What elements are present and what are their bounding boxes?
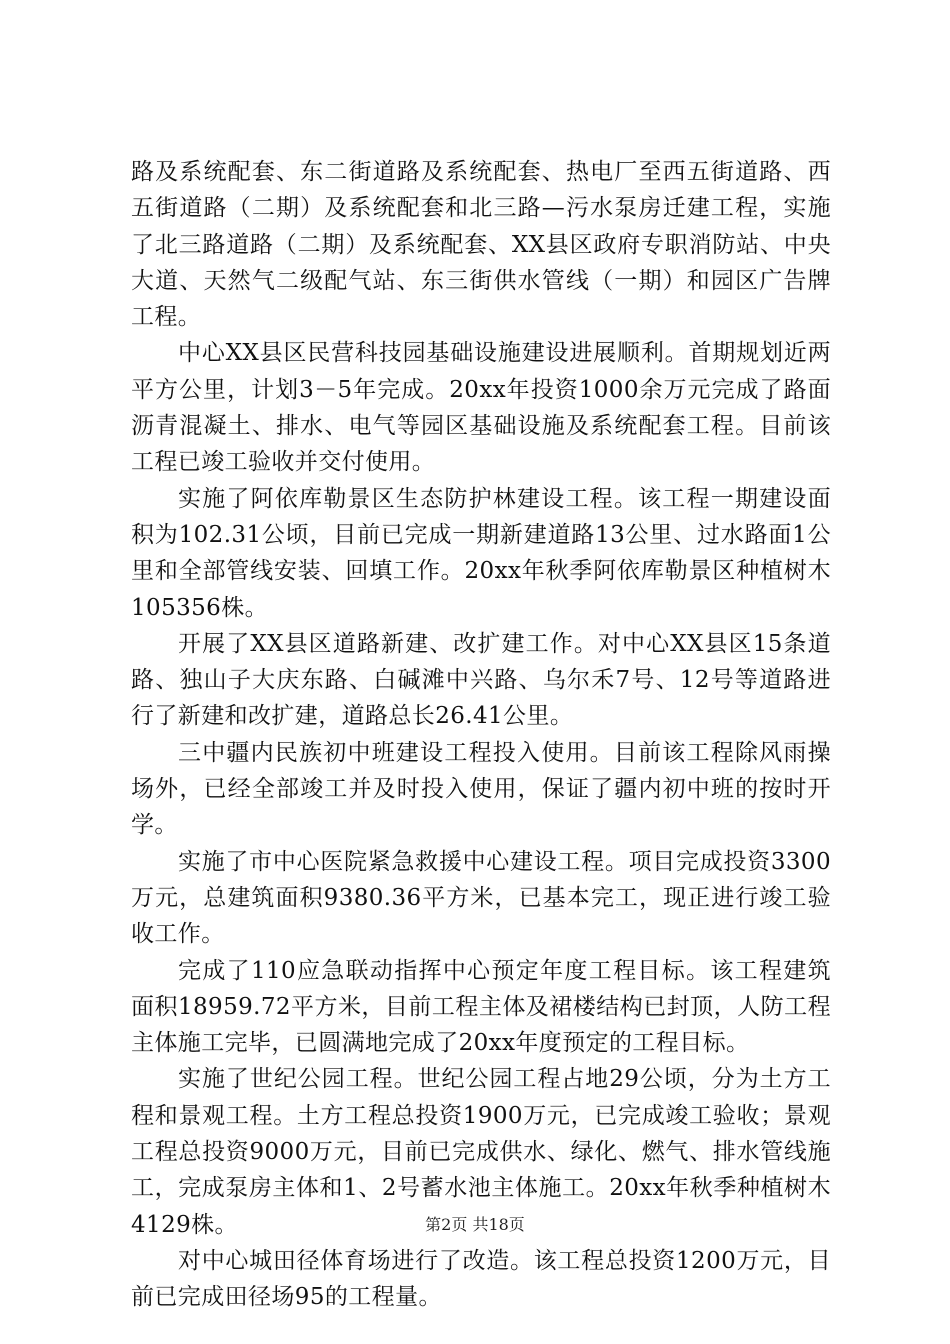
paragraph-3: 实施了阿依库勒景区生态防护林建设工程。该工程一期建设面积为102.31公顷，目前已完成一期新建道路13公里、过水路面1公里和全部管线安装、回填工作。20xx年秋季阿依库勒景区种植树木105356株。 [131,485,831,621]
page-footer [0,1212,950,1235]
paragraph-6: 实施了市中心医院紧急救援中心建设工程。项目完成投资3300万元，总建筑面积9380.36平方米，已基本完工，现正进行竣工验收工作。 [131,848,831,948]
paragraph-1: 路及系统配套、东二街道路及系统配套、热电厂至西五街道路、西五街道路（二期）及系统配套和北三路—污水泵房迁建工程，实施了北三路道路（二期）及系统配套、XX县区政府专职消防站、中央大道、天然气二级配气站、东三街供水管线（一期）和园区广告牌工程。 [131,159,831,331]
paragraph-8: 实施了世纪公园工程。世纪公园工程占地29公顷，分为土方工程和景观工程。土方工程总投资1900万元，已完成竣工验收；景观工程总投资9000万元，目前已完成供水、绿化、燃气、排水管线施工，完成泵房主体和1、2号蓄水池主体施工。20xx年秋季种植树木4129株。 [131,1066,831,1238]
paragraph-7: 完成了110应急联动指挥中心预定年度工程目标。该工程建筑面积18959.72平方米，目前工程主体及裙楼结构已封顶，人防工程主体施工完毕，已圆满地完成了20xx年度预定的工程目标。 [131,957,831,1057]
page-number-label: 第2页 共18页 [425,1215,525,1234]
paragraph-2: 中心XX县区民营科技园基础设施建设进展顺利。首期规划近两平方公里，计划3－5年完成。20xx年投资1000余万元完成了路面沥青混凝土、排水、电气等园区基础设施及系统配套工程。目前该工程已竣工验收并交付使用。 [131,340,831,476]
document-body [131,154,831,1316]
paragraph-9: 对中心城田径体育场进行了改造。该工程总投资1200万元，目前已完成田径场95的工程量。 [131,1247,831,1311]
paragraph-5: 三中疆内民族初中班建设工程投入使用。目前该工程除风雨操场外，已经全部竣工并及时投入使用，保证了疆内初中班的按时开学。 [131,739,831,839]
paragraph-4: 开展了XX县区道路新建、改扩建工作。对中心XX县区15条道路、独山子大庆东路、白碱滩中兴路、乌尔禾7号、12号等道路进行了新建和改扩建，道路总长26.41公里。 [131,630,831,730]
